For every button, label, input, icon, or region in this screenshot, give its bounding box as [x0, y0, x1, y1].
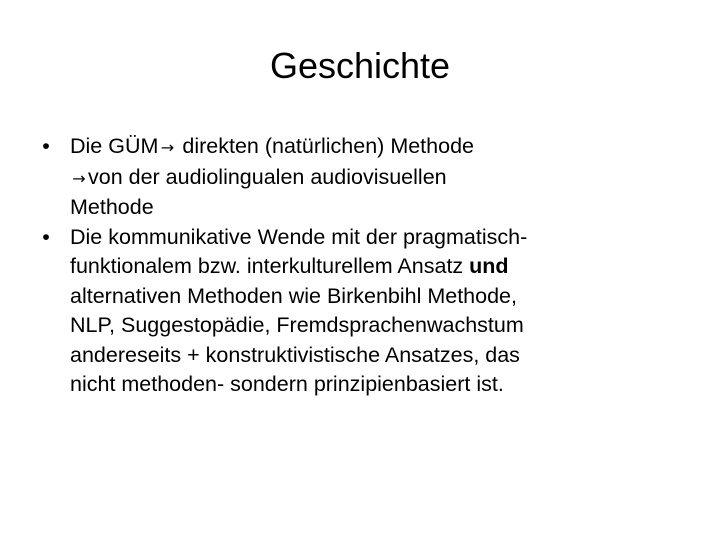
bullet-line: Methode: [70, 195, 154, 219]
bullet-line: [70, 132, 686, 163]
line-text: direkten (natürlichen) Methode: [176, 134, 474, 158]
bullet-item-2: [36, 223, 686, 400]
right-arrow-icon: →: [160, 138, 175, 157]
right-arrow-icon: →: [72, 168, 86, 188]
line-text: von der audiolingualen audiovisuellen: [88, 164, 447, 189]
bullet-list: [36, 132, 686, 400]
bullet-line: NLP, Suggestopädie, Fremdsprachenwachstum: [70, 313, 524, 337]
bullet-line: alternativen Methoden wie Birkenbihl Methode,: [70, 283, 517, 308]
bullet-item-1: [36, 132, 686, 223]
bullet-marker: •: [42, 224, 50, 249]
slide-title: Geschichte: [269, 45, 451, 86]
line-text: Die GÜM: [70, 134, 159, 158]
bold-word: und: [469, 254, 509, 278]
bullet-line: [70, 252, 686, 282]
bullet-marker: •: [42, 134, 50, 158]
bullet-line: Die kommunikative Wende mit der pragmatisch-: [70, 224, 528, 249]
bullet-line: nicht methoden- sondern prinzipienbasiert ist.: [70, 372, 504, 396]
line-text: funktionalem bzw. interkulturellem Ansatz: [70, 254, 470, 278]
bullet-line: [70, 163, 686, 194]
bullet-line: andereseits + konstruktivistische Ansatzes, das: [70, 342, 520, 367]
